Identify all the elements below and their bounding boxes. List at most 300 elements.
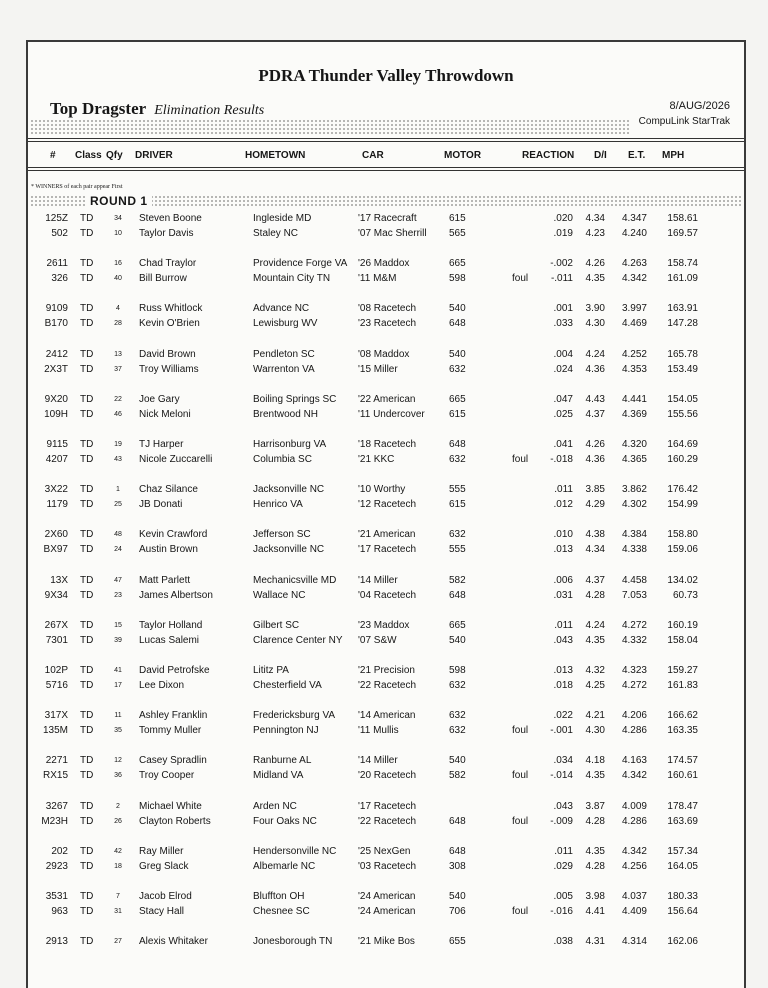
elapsed-time: 4.272 xyxy=(621,680,647,691)
hometown: Ranburne AL xyxy=(253,755,312,767)
elapsed-time: 4.347 xyxy=(621,213,647,224)
elapsed-time: 4.314 xyxy=(621,936,647,948)
class: TD xyxy=(80,213,94,224)
motor: 565 xyxy=(449,228,466,239)
result-row xyxy=(28,303,744,317)
elapsed-time: 4.441 xyxy=(621,393,647,405)
class: TD xyxy=(80,936,94,948)
qualifying-position: 41 xyxy=(114,667,122,674)
reaction-time: .013 xyxy=(553,665,573,676)
qualifying-position: 26 xyxy=(114,817,122,825)
car-number: 2271 xyxy=(45,755,68,767)
dial-in: 4.30 xyxy=(585,725,605,737)
motor: 648 xyxy=(449,845,466,857)
speed-mph: 180.33 xyxy=(667,891,698,902)
reaction-time: .018 xyxy=(553,680,573,691)
hometown: Lewisburg WV xyxy=(253,318,318,330)
qualifying-position: 10 xyxy=(114,230,122,237)
column-header-car: CAR xyxy=(362,150,384,161)
car-number: 202 xyxy=(51,845,68,857)
reaction-time: .011 xyxy=(554,484,573,496)
speed-mph: 178.47 xyxy=(667,800,698,812)
dial-in: 4.38 xyxy=(585,529,605,541)
dial-in: 4.35 xyxy=(585,770,605,782)
elapsed-time: 4.256 xyxy=(621,860,647,872)
car-number: 2X60 xyxy=(44,529,68,541)
qualifying-position: 46 xyxy=(114,410,122,418)
hometown: Clarence Center NY xyxy=(253,634,343,646)
result-row xyxy=(28,936,744,950)
reaction-time: -.009 xyxy=(550,815,573,827)
reaction-time: .038 xyxy=(553,936,573,948)
elapsed-time: 4.369 xyxy=(621,408,647,420)
speed-mph: 165.78 xyxy=(667,348,698,360)
foul-flag: foul xyxy=(512,815,529,827)
elapsed-time: 4.163 xyxy=(621,755,647,767)
class: TD xyxy=(80,634,94,646)
driver-name: TJ Harper xyxy=(139,439,184,450)
header-top-rule-2 xyxy=(28,141,744,142)
class: TD xyxy=(80,544,94,556)
driver-name: Casey Spradlin xyxy=(139,755,207,767)
driver-name: Chaz Silance xyxy=(139,484,198,496)
dial-in: 4.35 xyxy=(585,634,605,646)
speed-mph: 134.02 xyxy=(667,574,698,586)
column-header-reaction: REACTION xyxy=(522,150,575,161)
result-row xyxy=(28,801,744,815)
car-number: RX15 xyxy=(42,770,68,782)
driver-name: Jacob Elrod xyxy=(139,891,192,902)
car-number: 9X34 xyxy=(44,589,68,601)
car-number: 502 xyxy=(51,228,68,239)
elapsed-time: 4.252 xyxy=(621,348,647,360)
qualifying-position: 11 xyxy=(114,712,122,720)
elapsed-time: 4.302 xyxy=(621,499,647,511)
motor: 632 xyxy=(449,454,466,465)
hometown: Henrico VA xyxy=(253,499,303,511)
driver-name: Michael White xyxy=(139,800,202,812)
car-number: 102P xyxy=(44,665,68,676)
class: TD xyxy=(80,845,94,857)
qualifying-position: 36 xyxy=(114,772,122,780)
car: '11 M&M xyxy=(358,273,397,285)
motor: 308 xyxy=(449,860,466,872)
reaction-time: .001 xyxy=(553,303,573,315)
speed-mph: 157.34 xyxy=(667,845,698,857)
car: '22 American xyxy=(358,393,416,405)
driver-name: Taylor Davis xyxy=(139,228,194,239)
reaction-time: -.018 xyxy=(550,454,573,465)
hometown: Chesterfield VA xyxy=(253,680,322,691)
car: '23 Racetech xyxy=(358,318,417,330)
qualifying-position: 4 xyxy=(116,305,120,313)
class: TD xyxy=(80,574,94,586)
result-row xyxy=(28,273,744,287)
reaction-time: .031 xyxy=(553,589,573,601)
driver-name: Bill Burrow xyxy=(139,273,187,285)
class: TD xyxy=(80,891,94,902)
dial-in: 4.37 xyxy=(585,408,605,420)
car-number: 109H xyxy=(44,408,68,420)
event-title: PDRA Thunder Valley Throwdown xyxy=(258,66,514,85)
car: '07 Mac Sherrill xyxy=(358,228,427,239)
speed-mph: 158.74 xyxy=(667,258,698,270)
car: '11 Mullis xyxy=(358,725,399,737)
speed-mph: 155.56 xyxy=(667,408,698,420)
foul-flag: foul xyxy=(512,273,529,285)
speed-mph: 158.61 xyxy=(667,213,698,224)
column-header-num: # xyxy=(50,150,56,161)
hometown: Brentwood NH xyxy=(253,408,319,420)
driver-name: James Albertson xyxy=(139,589,213,601)
elapsed-time: 4.206 xyxy=(621,710,647,722)
elapsed-time: 4.286 xyxy=(621,815,647,827)
car: '12 Racetech xyxy=(358,499,417,511)
driver-name: Joe Gary xyxy=(139,393,180,405)
qualifying-position: 18 xyxy=(114,862,122,870)
qualifying-position: 1 xyxy=(116,486,120,494)
dial-in: 4.26 xyxy=(585,439,605,450)
class: TD xyxy=(80,258,94,270)
driver-name: Troy Williams xyxy=(139,363,199,375)
result-row xyxy=(28,394,744,408)
hometown: Jacksonville NC xyxy=(253,544,325,556)
reaction-time: .005 xyxy=(553,891,573,902)
reaction-time: .006 xyxy=(553,574,573,586)
hometown: Jonesborough TN xyxy=(253,936,333,948)
dial-in: 4.23 xyxy=(585,228,605,239)
dial-in: 4.41 xyxy=(585,906,605,917)
hometown: Wallace NC xyxy=(253,589,306,601)
hometown: Ingleside MD xyxy=(253,213,312,224)
motor: 665 xyxy=(449,619,466,631)
qualifying-position: 48 xyxy=(114,531,122,539)
result-row xyxy=(28,499,744,513)
hometown: Chesnee SC xyxy=(253,906,310,917)
qualifying-position: 2 xyxy=(116,802,120,810)
dial-in: 4.30 xyxy=(585,318,605,330)
hometown: Jefferson SC xyxy=(253,529,311,541)
result-row xyxy=(28,484,744,498)
reaction-time: .011 xyxy=(554,845,573,857)
car: '26 Maddox xyxy=(358,258,410,270)
hometown: Boiling Springs SC xyxy=(253,393,337,405)
car: '24 American xyxy=(358,906,416,917)
speed-mph: 156.64 xyxy=(667,906,698,917)
qualifying-position: 13 xyxy=(114,350,122,358)
elapsed-time: 4.272 xyxy=(621,619,647,631)
hometown: Columbia SC xyxy=(253,454,312,465)
class: TD xyxy=(80,619,94,631)
car: '14 Miller xyxy=(358,755,398,767)
car-number: BX97 xyxy=(43,544,68,556)
reaction-time: -.002 xyxy=(550,258,573,270)
reaction-time: .047 xyxy=(553,393,573,405)
reaction-time: .004 xyxy=(553,348,573,360)
qualifying-position: 40 xyxy=(114,275,122,283)
qualifying-position: 39 xyxy=(114,636,122,644)
result-row xyxy=(28,620,744,634)
class: TD xyxy=(80,318,94,330)
hometown: Jacksonville NC xyxy=(253,484,325,496)
car: '08 Maddox xyxy=(358,348,410,360)
car-number: 963 xyxy=(51,906,68,917)
motor: 648 xyxy=(449,815,466,827)
motor: 706 xyxy=(449,906,466,917)
driver-name: Troy Cooper xyxy=(139,770,195,782)
header-bottom-rule-2 xyxy=(28,170,744,171)
column-header-di: D/I xyxy=(594,150,607,161)
result-row xyxy=(28,349,744,363)
elapsed-time: 4.323 xyxy=(621,665,647,676)
dial-in: 4.35 xyxy=(585,845,605,857)
results-sheet xyxy=(26,40,746,988)
elapsed-time: 4.353 xyxy=(621,363,647,375)
reaction-time: .024 xyxy=(553,363,573,375)
hometown: Lititz PA xyxy=(253,665,289,676)
winners-note: * WINNERS of each pair appear First xyxy=(31,184,123,190)
qualifying-position: 24 xyxy=(114,546,122,554)
speed-mph: 160.19 xyxy=(667,619,698,631)
car-number: 3X22 xyxy=(44,484,68,496)
result-row xyxy=(28,861,744,875)
car-number: 326 xyxy=(51,273,68,285)
hometown: Bluffton OH xyxy=(253,891,305,902)
class: TD xyxy=(80,454,94,465)
driver-name: Ray Miller xyxy=(139,845,184,857)
class: TD xyxy=(80,710,94,722)
reaction-time: .020 xyxy=(553,213,573,224)
driver-name: Clayton Roberts xyxy=(139,815,211,827)
car: '04 Racetech xyxy=(358,589,417,601)
reaction-time: .019 xyxy=(553,228,573,239)
dial-in: 4.25 xyxy=(585,680,605,691)
class: TD xyxy=(80,755,94,767)
column-header-et: E.T. xyxy=(628,150,646,161)
driver-name: Taylor Holland xyxy=(139,619,203,631)
motor: 648 xyxy=(449,589,466,601)
dial-in: 4.28 xyxy=(585,815,605,827)
driver-name: David Brown xyxy=(139,348,196,360)
driver-name: Lucas Salemi xyxy=(139,634,200,646)
class: TD xyxy=(80,680,94,691)
driver-name: Kevin O'Brien xyxy=(139,318,200,330)
class: TD xyxy=(80,439,94,450)
car: '21 Mike Bos xyxy=(358,936,415,948)
foul-flag: foul xyxy=(512,725,529,737)
class: TD xyxy=(80,499,94,511)
car-number: 267X xyxy=(44,619,68,631)
driver-name: Matt Parlett xyxy=(139,574,191,586)
event-date: 8/AUG/2026 xyxy=(669,100,730,112)
header-top-rule xyxy=(28,138,744,139)
driver-name: JB Donati xyxy=(139,499,183,511)
foul-flag: foul xyxy=(512,454,529,465)
motor: 615 xyxy=(449,499,466,511)
speed-mph: 163.35 xyxy=(667,725,698,737)
car-number: 3531 xyxy=(45,891,68,902)
reaction-time: .010 xyxy=(553,529,573,541)
hometown: Harrisonburg VA xyxy=(253,439,327,450)
reaction-time: .011 xyxy=(554,619,573,631)
motor: 632 xyxy=(449,725,466,737)
dial-in: 4.28 xyxy=(585,589,605,601)
dial-in: 4.24 xyxy=(585,348,605,360)
class: TD xyxy=(80,770,94,782)
motor: 540 xyxy=(449,348,466,360)
motor: 615 xyxy=(449,213,466,224)
result-row xyxy=(28,454,744,468)
car: '21 Precision xyxy=(358,665,415,676)
result-row xyxy=(28,725,744,739)
qualifying-position: 42 xyxy=(114,847,122,855)
result-row xyxy=(28,665,744,679)
car: '08 Racetech xyxy=(358,303,417,315)
car-number: 1179 xyxy=(46,499,68,511)
reaction-time: .029 xyxy=(553,860,573,872)
column-header-driver: DRIVER xyxy=(135,150,173,161)
car: '17 Racetech xyxy=(358,800,417,812)
elapsed-time: 4.342 xyxy=(621,845,647,857)
elapsed-time: 4.469 xyxy=(621,318,647,330)
hometown: Albemarle NC xyxy=(253,860,316,872)
class: TD xyxy=(80,363,94,375)
driver-name: Alexis Whitaker xyxy=(139,936,208,948)
reaction-time: -.016 xyxy=(550,906,573,917)
motor: 665 xyxy=(449,258,466,270)
motor: 540 xyxy=(449,891,466,902)
result-row xyxy=(28,364,744,378)
qualifying-position: 23 xyxy=(114,591,122,599)
car: '18 Racetech xyxy=(358,439,417,450)
dial-in: 4.34 xyxy=(585,544,605,556)
result-row xyxy=(28,590,744,604)
motor: 540 xyxy=(449,634,466,646)
hometown: Providence Forge VA xyxy=(253,258,348,270)
dial-in: 4.24 xyxy=(585,619,605,631)
hometown: Staley NC xyxy=(253,228,299,239)
qualifying-position: 12 xyxy=(114,757,122,765)
column-header-motor: MOTOR xyxy=(444,150,482,161)
speed-mph: 154.99 xyxy=(667,499,698,511)
car-number: 7301 xyxy=(45,634,68,646)
car: '17 Racetech xyxy=(358,544,417,556)
result-row xyxy=(28,906,744,920)
dotted-band xyxy=(30,119,630,136)
speed-mph: 159.06 xyxy=(667,544,698,556)
car: '21 American xyxy=(358,529,416,541)
reaction-time: .022 xyxy=(553,710,573,722)
class: TD xyxy=(80,725,94,737)
elapsed-time: 4.342 xyxy=(621,273,647,285)
result-row xyxy=(28,816,744,830)
motor: 632 xyxy=(449,363,466,375)
class: TD xyxy=(80,906,94,917)
hometown: Advance NC xyxy=(253,303,310,315)
car: '14 American xyxy=(358,710,416,722)
result-row xyxy=(28,755,744,769)
reaction-time: .043 xyxy=(553,800,573,812)
car-number: M23H xyxy=(41,815,68,827)
result-row xyxy=(28,258,744,272)
result-row xyxy=(28,409,744,423)
motor: 540 xyxy=(449,303,466,315)
speed-mph: 158.04 xyxy=(667,634,698,646)
reaction-time: .012 xyxy=(553,499,573,511)
qualifying-position: 34 xyxy=(114,215,122,222)
class: TD xyxy=(80,408,94,420)
elapsed-time: 7.053 xyxy=(621,589,647,601)
dial-in: 3.90 xyxy=(585,303,605,315)
round-label: ROUND 1 xyxy=(86,195,152,208)
speed-mph: 159.27 xyxy=(667,665,698,676)
result-row xyxy=(28,891,744,905)
reaction-time: .043 xyxy=(553,634,573,646)
dial-in: 4.28 xyxy=(585,860,605,872)
car-number: 9109 xyxy=(45,303,68,315)
car-number: 4207 xyxy=(45,454,68,465)
car: '17 Racecraft xyxy=(358,213,417,224)
elapsed-time: 4.263 xyxy=(621,258,647,270)
car-number: 2611 xyxy=(46,258,68,270)
car: '24 American xyxy=(358,891,416,902)
hometown: Midland VA xyxy=(253,770,304,782)
header-bottom-rule xyxy=(28,167,744,168)
car-number: 3267 xyxy=(45,800,68,812)
car: '25 NexGen xyxy=(358,845,411,857)
speed-mph: 160.29 xyxy=(667,454,698,465)
car-number: 13X xyxy=(50,574,68,586)
car-number: 5716 xyxy=(45,680,68,691)
qualifying-position: 47 xyxy=(114,576,122,584)
result-row xyxy=(28,635,744,649)
dial-in: 3.98 xyxy=(585,891,605,902)
speed-mph: 153.49 xyxy=(667,363,698,375)
motor: 648 xyxy=(449,318,466,330)
qualifying-position: 37 xyxy=(114,365,122,373)
car: '23 Maddox xyxy=(358,619,410,631)
elapsed-time: 4.384 xyxy=(621,529,647,541)
car-number: 9115 xyxy=(46,439,68,450)
class: TD xyxy=(80,228,94,239)
speed-mph: 176.42 xyxy=(667,484,698,496)
dial-in: 4.29 xyxy=(585,499,605,511)
qualifying-position: 19 xyxy=(114,441,122,448)
qualifying-position: 43 xyxy=(114,456,122,463)
hometown: Warrenton VA xyxy=(253,363,315,375)
speed-mph: 60.73 xyxy=(672,589,698,601)
car-number: 2913 xyxy=(45,936,68,948)
qualifying-position: 7 xyxy=(116,893,120,900)
class-name: Top Dragster xyxy=(50,99,147,118)
class: TD xyxy=(80,800,94,812)
qualifying-position: 35 xyxy=(114,727,122,735)
dial-in: 4.32 xyxy=(585,665,605,676)
elapsed-time: 4.009 xyxy=(621,800,647,812)
class: TD xyxy=(80,484,94,496)
driver-name: Nick Meloni xyxy=(139,408,191,420)
dial-in: 3.85 xyxy=(585,484,605,496)
motor: 582 xyxy=(449,574,466,586)
hometown: Pennington NJ xyxy=(253,725,319,737)
elapsed-time: 4.338 xyxy=(621,544,647,556)
column-header-qfy: Qfy xyxy=(106,150,123,161)
result-row xyxy=(28,228,744,242)
speed-mph: 169.57 xyxy=(667,228,698,239)
dial-in: 4.21 xyxy=(585,710,605,722)
dial-in: 4.26 xyxy=(585,258,605,270)
hometown: Hendersonville NC xyxy=(253,845,337,857)
